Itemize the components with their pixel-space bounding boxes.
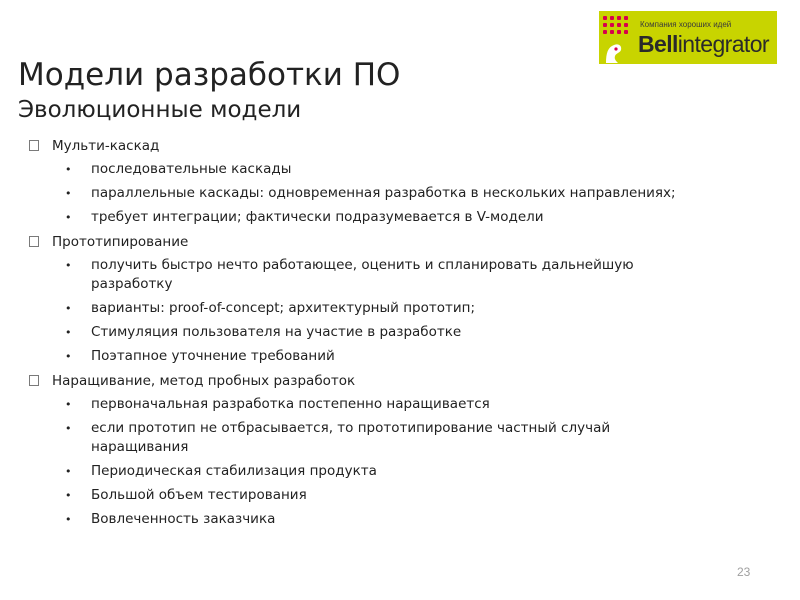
list-item (0, 460, 800, 484)
bullet-icon: • (65, 302, 72, 315)
section-heading-text: Мульти-каскад (52, 138, 160, 154)
list-item-text: варианты: proof-of-concept; архитектурный прототип; (91, 300, 476, 316)
list-item-text: последовательные каскады (91, 161, 292, 177)
bullet-icon: • (65, 211, 72, 224)
list-item-text: Вовлеченность заказчика (91, 511, 276, 527)
checkbox-bullet-icon (29, 140, 39, 151)
list-item-text: первоначальная разработка постепенно наращивается (91, 396, 490, 412)
list-item (0, 297, 800, 321)
list-item-text: Периодическая стабилизация продукта (91, 463, 377, 479)
checkbox-bullet-icon (29, 236, 39, 247)
section-heading (0, 134, 800, 158)
list-item (0, 484, 800, 508)
bullet-icon: • (65, 163, 72, 176)
list-item (0, 345, 800, 369)
slide-title: Модели разработки ПО (18, 57, 401, 93)
bullet-icon: • (65, 422, 72, 435)
bullet-icon: • (65, 465, 72, 478)
bullet-icon: • (65, 350, 72, 363)
list-item (0, 508, 800, 532)
section-heading-text: Наращивание, метод пробных разработок (52, 373, 356, 389)
list-item-text: Поэтапное уточнение требований (91, 348, 335, 364)
slide-content (0, 134, 800, 532)
list-item (0, 182, 800, 206)
section-incremental (0, 369, 800, 532)
logo-brand (638, 30, 769, 58)
logo-tagline: Компания хороших идей (640, 20, 732, 29)
logo-figure-icon (602, 35, 628, 63)
bullet-icon: • (65, 326, 72, 339)
section-heading (0, 369, 800, 393)
list-item-text: требует интеграции; фактически подразумевается в V-модели (91, 209, 544, 225)
list-item-text: получить быстро нечто работающее, оценить и спланировать дальнейшую разработку (91, 257, 634, 292)
bullet-icon: • (65, 398, 72, 411)
section-heading-text: Прототипирование (52, 234, 189, 250)
list-item-text: Стимуляция пользователя на участие в разработке (91, 324, 462, 340)
section-prototyping (0, 230, 800, 369)
list-item (0, 417, 800, 460)
checkbox-bullet-icon (29, 375, 39, 386)
list-item-text: если прототип не отбрасывается, то прототипирование частный случай наращивания (91, 420, 611, 455)
list-item (0, 254, 800, 297)
list-item (0, 393, 800, 417)
section-heading (0, 230, 800, 254)
list-item (0, 206, 800, 230)
list-item-text: Большой объем тестирования (91, 487, 307, 503)
list-item (0, 158, 800, 182)
section-multi-cascade (0, 134, 800, 230)
list-item (0, 321, 800, 345)
list-item-text: параллельные каскады: одновременная разработка в нескольких направлениях; (91, 185, 676, 201)
bullet-icon: • (65, 259, 72, 272)
bullet-icon: • (65, 187, 72, 200)
page-number: 23 (737, 565, 751, 579)
bellintegrator-logo (599, 11, 777, 64)
logo-brand-bold: Bell (638, 31, 678, 57)
slide-subtitle: Эволюционные модели (18, 97, 302, 123)
bullet-icon: • (65, 513, 72, 526)
bullet-icon: • (65, 489, 72, 502)
logo-brand-rest: integrator (677, 31, 769, 57)
